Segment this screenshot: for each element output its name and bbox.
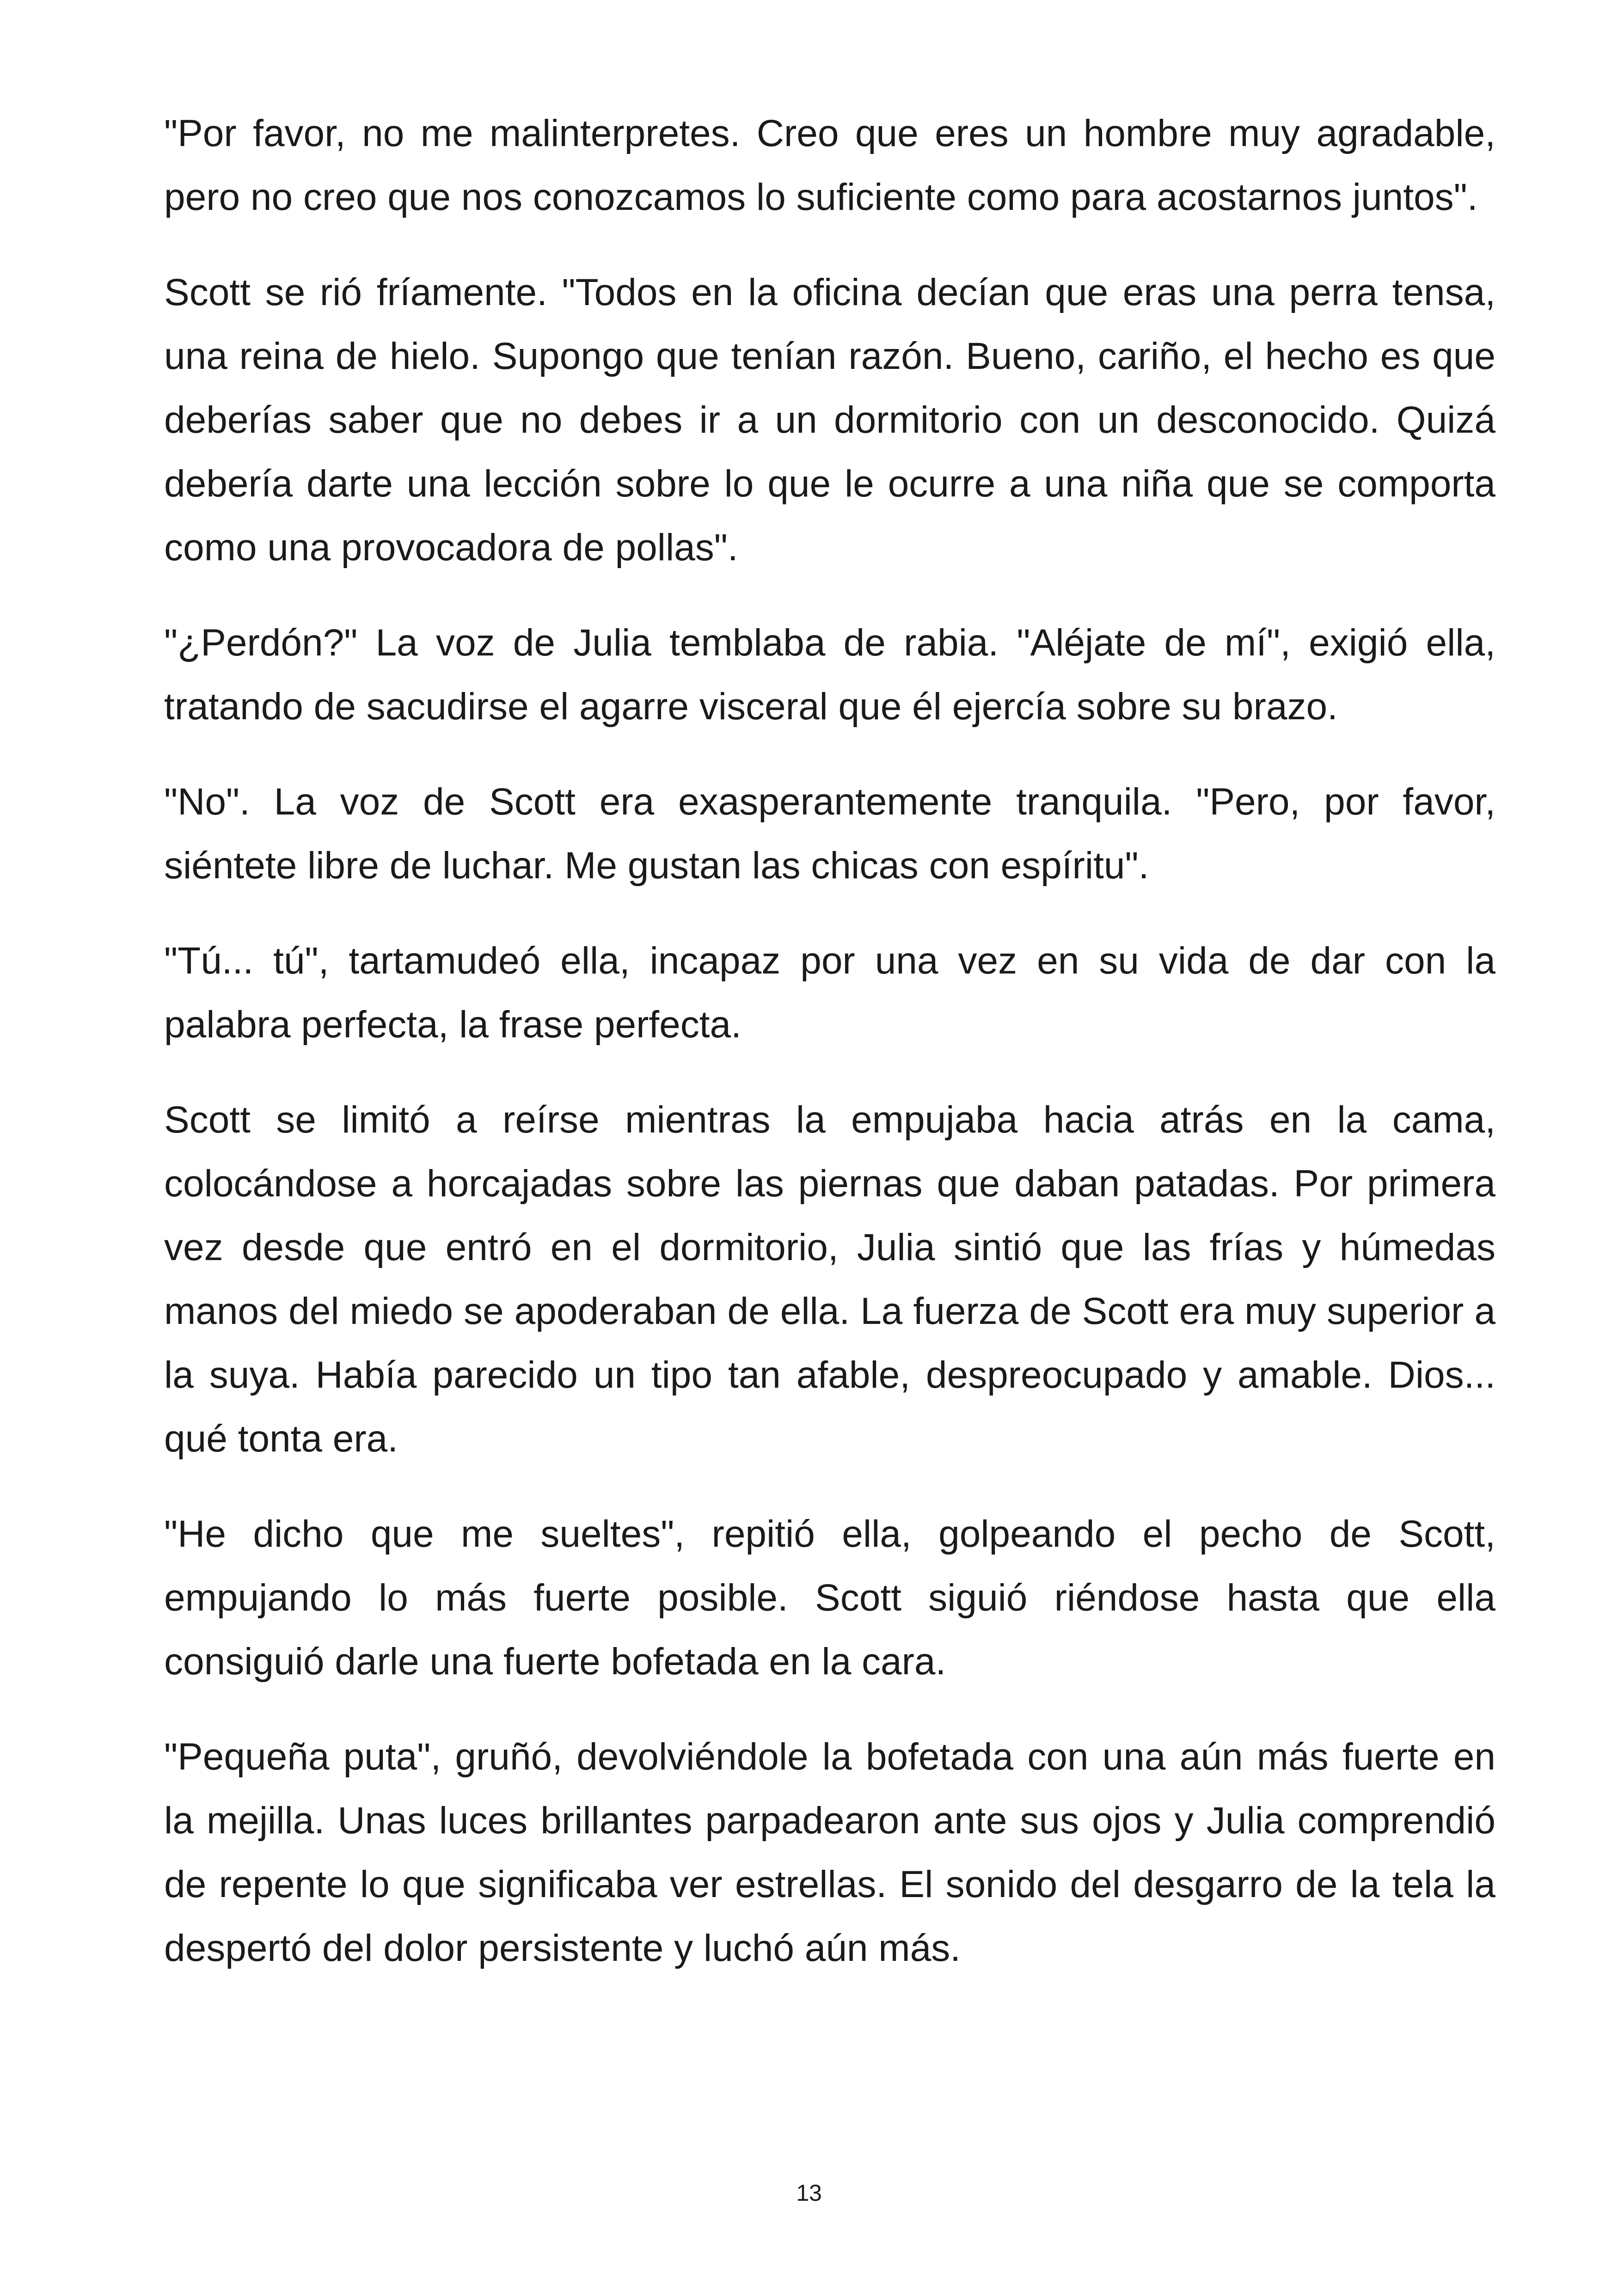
page-number: 13: [796, 2180, 822, 2206]
body-text: [164, 102, 1495, 2012]
paragraph: "¿Perdón?" La voz de Julia temblaba de rabia. "Aléjate de mí", exigió ella, tratando de sacudirse el agarre visceral que él ejercía sobre su brazo.: [164, 622, 1495, 728]
paragraph: "No". La voz de Scott era exasperantemente tranquila. "Pero, por favor, siéntete libre de luchar. Me gustan las chicas con espíritu".: [164, 781, 1495, 887]
paragraph: Scott se rió fríamente. "Todos en la oficina decían que eras una perra tensa, una reina de hielo. Supongo que tenían razón. Bueno, cariño, el hecho es que deberías saber que no debes ir a un dormitorio con un desconocido. Quizá debería darte una lección sobre lo que le ocurre a una niña que se comporta como una provocadora de pollas".: [164, 271, 1495, 569]
paragraph: Scott se limitó a reírse mientras la empujaba hacia atrás en la cama, colocándose a horcajadas sobre las piernas que daban patadas. Por primera vez desde que entró en el dormitorio, Julia sintió que las frías y húmedas manos del miedo se apoderaban de ella. La fuerza de Scott era muy superior a la suya. Había parecido un tipo tan afable, despreocupado y amable. Dios... qué tonta era.: [164, 1099, 1495, 1460]
paragraph: "Pequeña puta", gruñó, devolviéndole la bofetada con una aún más fuerte en la mejilla. Unas luces brillantes parpadearon ante sus ojos y Julia comprendió de repente lo que significaba ver estrellas. El sonido del desgarro de la tela la despertó del dolor persistente y luchó aún más.: [164, 1736, 1495, 1969]
paragraph: "Tú... tú", tartamudeó ella, incapaz por una vez en su vida de dar con la palabra perfecta, la frase perfecta.: [164, 940, 1495, 1046]
paragraph: "Por favor, no me malinterpretes. Creo que eres un hombre muy agradable, pero no creo que nos conozcamos lo suficiente como para acostarnos juntos".: [164, 112, 1495, 218]
paragraph: "He dicho que me sueltes", repitió ella, golpeando el pecho de Scott, empujando lo más fuerte posible. Scott siguió riéndose hasta que ella consiguió darle una fuerte bofetada en la cara.: [164, 1513, 1495, 1683]
